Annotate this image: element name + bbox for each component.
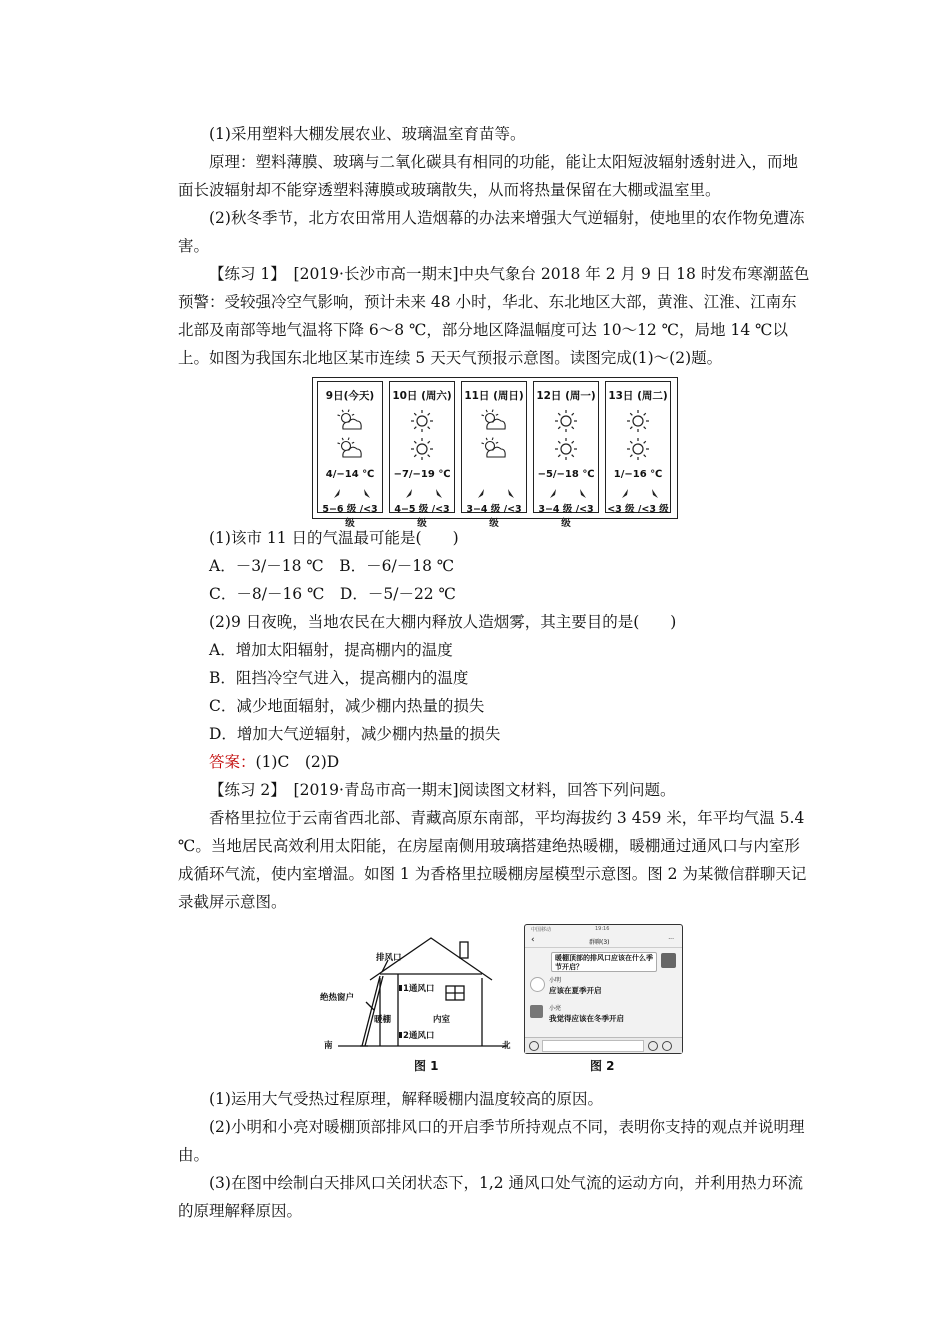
emoji-icon[interactable]: [648, 1041, 658, 1051]
plus-icon[interactable]: [662, 1041, 672, 1051]
forecast-wind: 4−5 级 /<3 级: [394, 504, 450, 529]
forecast-wind: <3 级 /<3 级: [607, 504, 669, 515]
q2-option-b: B．阻挡冷空气进入，提高棚内的温度: [209, 669, 469, 687]
sunny-icon: [550, 436, 582, 462]
message-bubble-3: 我觉得应该在冬季开启: [549, 1014, 624, 1023]
back-icon[interactable]: ‹: [531, 935, 535, 945]
message-input[interactable]: [542, 1040, 644, 1052]
forecast-card: [605, 381, 671, 513]
forecast-card: [317, 381, 383, 529]
q1-options-cd: C．－8/－16 ℃ D．－5/－22 ℃: [209, 585, 456, 603]
voice-icon[interactable]: [529, 1041, 539, 1051]
status-bar: [525, 925, 682, 934]
chat-header: [525, 934, 682, 948]
forecast-day: 11日 (周日): [464, 390, 524, 402]
cloudy-icon: [334, 436, 366, 462]
forecast-temp: −7/−19 ℃: [393, 469, 451, 480]
q1-stem: (1)该市 11 日的气温最可能是( ): [209, 529, 459, 547]
label-inner-room: 内室: [433, 1015, 451, 1025]
forecast-card: [533, 381, 599, 529]
wind-direction-icon: [616, 486, 664, 500]
question-1: (1)运用大气受热过程原理，解释暖棚内温度较高的原因。: [209, 1090, 603, 1108]
sunny-icon: [550, 408, 582, 434]
forecast-day: 13日 (周二): [608, 390, 668, 402]
avatar-xiaoliang: [530, 1005, 543, 1018]
message-bubble-1: 暖棚顶部的排风口应该在什么季节开启？: [551, 952, 657, 972]
forecast-day: 10日 (周六): [392, 390, 452, 402]
label-exhaust-vent: 排风口: [376, 953, 402, 963]
forecast-day: 9日(今天): [325, 390, 375, 402]
user-xiaoming: 小明: [549, 977, 562, 984]
answer-label: 答案：: [209, 753, 256, 771]
answer-text: (1)C (2)D: [255, 753, 340, 771]
cloudy-icon: [478, 408, 510, 434]
weather-forecast-figure: [312, 377, 678, 529]
exercise-2-head: 【练习 2】 [2019·青岛市高一期末]阅读图文材料，回答下列问题。: [209, 781, 676, 799]
vent-2-mark: [399, 1032, 402, 1038]
para-3: (2)秋冬季节，北方农田常用人造烟幕的办法来增强大气逆辐射，使地里的农作物免遭冻害。: [178, 209, 805, 255]
question-3: (3)在图中绘制白天排风口关闭状态下，1,2 通风口处气流的运动方向，并利用热力环流的原理解释原因。: [178, 1174, 804, 1220]
para-2: 原理：塑料薄膜、玻璃与二氧化碳具有相同的功能，能让太阳短波辐射透射进入，而地面长波辐射却不能穿透塑料薄膜或玻璃散失，从而将热量保留在大棚或温室里。: [178, 153, 799, 199]
exercise-1-text: 【练习 1】 [2019·长沙市高一期末]中央气象台 2018 年 2 月 9 日 18 时发布寒潮蓝色预警：受较强冷空气影响，预计未来 48 小时，华北、东北地区大部，黄淮、江淮、江南东北部及南部等地气温将下降 6～8 ℃，部分地区降温幅度可达 10～12 ℃，局地 14 ℃以上。如图为我国东北地区某市连续 5 天天气预报示意图。读图完成(1)～(2)题。: [178, 265, 810, 367]
avatar-self: [661, 953, 676, 968]
status-time: 19:16: [595, 926, 610, 932]
figure-2-chat-screenshot: [524, 924, 683, 1054]
q1-options-ab: A．－3/－18 ℃ B．－6/－18 ℃: [209, 557, 455, 575]
chat-input-bar: [525, 1037, 682, 1053]
sunny-icon: [622, 408, 654, 434]
forecast-card: [389, 381, 455, 529]
forecast-wind: 3−4 级 /<3 级: [466, 504, 522, 529]
wind-direction-icon: [472, 486, 520, 500]
label-greenhouse: 暖棚: [374, 1015, 392, 1025]
sunny-icon: [406, 408, 438, 434]
sunny-icon: [622, 436, 654, 462]
label-insulated-window: 绝热窗户: [320, 993, 355, 1003]
figure-1-caption: 图 1: [414, 1059, 439, 1073]
user-xiaoliang: 小亮: [549, 1005, 562, 1012]
answer-line: [178, 748, 812, 776]
q2-option-d: D．增加大气逆辐射，减少棚内热量的损失: [209, 725, 501, 743]
question-2: (2)小明和小亮对暖棚顶部排风口的开启季节所持观点不同，表明你支持的观点并说明理由。: [178, 1118, 805, 1164]
forecast-day: 12日 (周一): [536, 390, 596, 402]
exercise-2-body: 香格里拉位于云南省西北部、青藏高原东南部，平均海拔约 3 459 米，年平均气温 5.4 ℃。当地居民高效利用太阳能，在房屋南侧用玻璃搭建绝热暖棚，暖棚通过通风口与内室形成循环气流，使内室增温。如图 1 为香格里拉暖棚房屋模型示意图。图 2 为某微信群聊天记录截屏示意图。: [178, 809, 807, 911]
forecast-temp: 1/−16 ℃: [613, 469, 663, 480]
cloudy-icon: [334, 408, 366, 434]
label-vent-2: 2通风口: [403, 1031, 435, 1041]
forecast-wind: 5−6 级 /<3 级: [322, 504, 378, 529]
avatar-xiaoming: [530, 977, 545, 992]
forecast-wind: 3−4 级 /<3 级: [538, 504, 594, 529]
more-icon[interactable]: ···: [668, 936, 674, 943]
forecast-temp: −5/−18 ℃: [537, 469, 595, 480]
q2-option-c: C．减少地面辐射，减少棚内热量的损失: [209, 697, 485, 715]
forecast-temp: 4/−14 ℃: [325, 469, 375, 480]
label-north: 北: [502, 1041, 511, 1051]
figure-1-house-model: [318, 930, 518, 1070]
figure-2-caption: 图 2: [590, 1059, 615, 1073]
wind-direction-icon: [400, 486, 448, 500]
message-bubble-2: 应该在夏季开启: [549, 986, 602, 995]
forecast-card: [461, 381, 527, 529]
sunny-icon: [406, 436, 438, 462]
vent-1-mark: [399, 985, 402, 991]
label-vent-1: 1通风口: [403, 984, 435, 994]
wind-direction-icon: [544, 486, 592, 500]
cloudy-icon: [478, 436, 510, 462]
chat-title: 群聊(3): [589, 939, 610, 946]
carrier-label: 中国移动: [531, 927, 552, 933]
wind-direction-icon: [328, 486, 376, 500]
para-1: (1)采用塑料大棚发展农业、玻璃温室育苗等。: [209, 125, 526, 143]
q2-option-a: A．增加太阳辐射，提高棚内的温度: [209, 641, 453, 659]
q2-stem: (2)9 日夜晚，当地农民在大棚内释放人造烟雾，其主要目的是( ): [209, 613, 677, 631]
label-south: 南: [324, 1041, 333, 1051]
